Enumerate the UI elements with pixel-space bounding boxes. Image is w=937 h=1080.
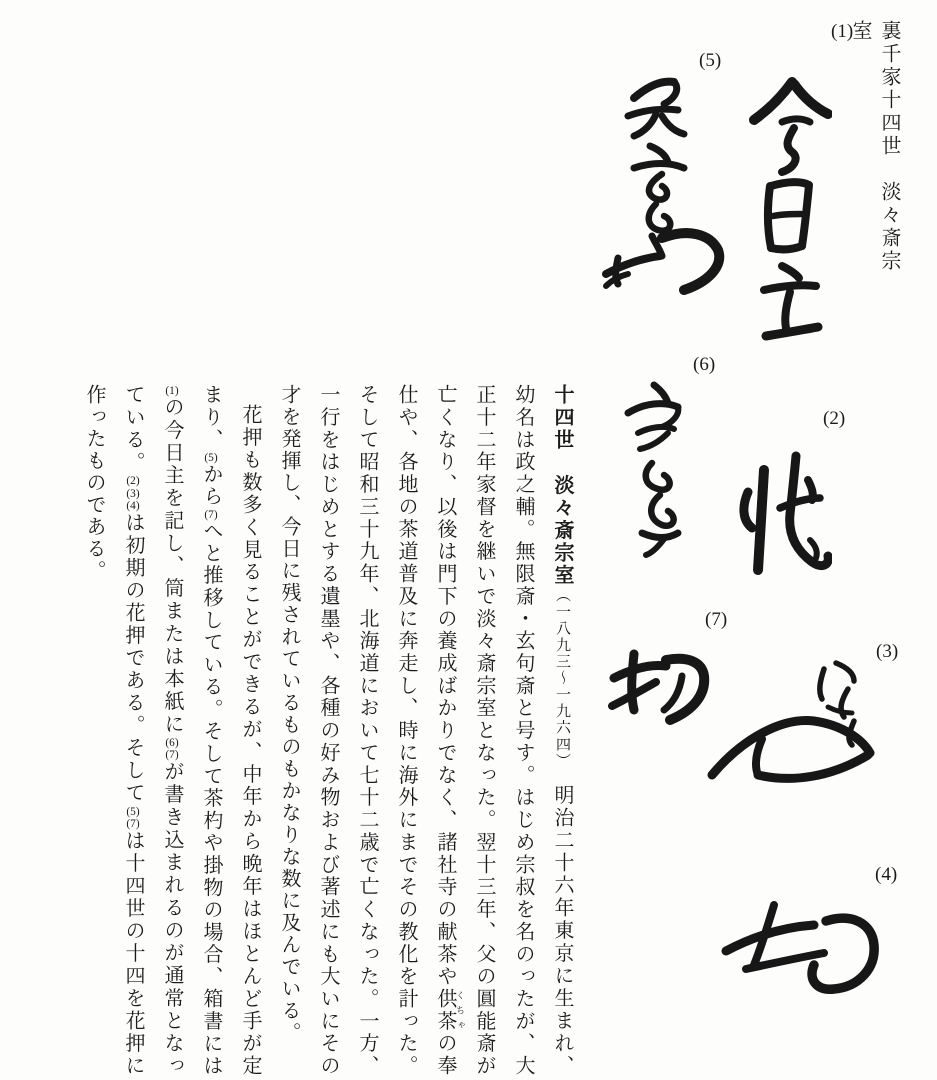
text-segment: (7) xyxy=(126,817,140,830)
kao-4-calligraphy xyxy=(720,891,884,1009)
text-segment: から xyxy=(200,463,222,508)
text-segment: (7) xyxy=(204,507,218,520)
text-segment: の今日主を記し、筒または本紙に xyxy=(161,396,183,736)
article-paragraph xyxy=(74,384,269,1077)
text-segment: (4) xyxy=(126,499,140,512)
kao-1-calligraphy xyxy=(746,76,832,342)
page-title: 裏千家十四世 淡々斎宗室 xyxy=(849,20,900,273)
text-segment: が書き込まれるのが通常となっている。 xyxy=(122,384,183,1077)
text-segment: (2) xyxy=(126,474,140,487)
text-segment: は十四世の十四を花押に作ったものである。 xyxy=(83,384,144,1077)
figure-label-7: (7) xyxy=(705,609,728,630)
text-segment: (5) xyxy=(126,804,140,817)
figure-label-1: (1) xyxy=(831,21,854,42)
text-segment: 十四世 淡々斎宗室 xyxy=(551,384,573,588)
kao-7-calligraphy xyxy=(606,648,710,728)
figure-label-5: (5) xyxy=(699,50,722,71)
figure-label-3: (3) xyxy=(876,641,899,662)
article-text xyxy=(33,384,581,1077)
text-segment: (6) xyxy=(165,735,179,748)
text-segment: （一八九三〜一九六四） xyxy=(554,587,570,762)
text-segment: 供茶 くちゃ xyxy=(434,987,465,1033)
text-segment: (3) xyxy=(126,486,140,499)
article-paragraph xyxy=(269,384,581,1077)
text-segment: (7) xyxy=(165,748,179,761)
kao-3-calligraphy xyxy=(704,653,876,815)
figure-label-4: (4) xyxy=(875,864,898,885)
figure-label-6: (6) xyxy=(693,354,716,375)
kao-2-calligraphy xyxy=(720,438,832,602)
text-segment: へと推移している。そして茶杓や掛物の場合、箱書には xyxy=(200,520,222,1077)
text-segment: 花押も数多く見ることができるが、中年から晩年はほとんど手が定まり、 xyxy=(200,384,261,1077)
text-segment: 明治二十六年東京に生まれ、幼名は政之輔。無限斎・玄句斎と号す。はじめ宗叔を名のったが、大正十二年家督を継いで淡々斎宗室となった。翌十三年、父の圓能斎が亡くなり、以後は門下の養成ばかりでなく、諸社寺の献茶や xyxy=(434,384,573,1078)
text-segment: (1) xyxy=(165,384,179,396)
kao-6-calligraphy xyxy=(616,381,688,561)
text-segment: (5) xyxy=(204,450,218,463)
kao-5-calligraphy xyxy=(600,74,726,296)
text-segment: の奉仕や、各地の茶道普及に奔走し、時に海外にまでその教化を計った。そして昭和三十九年、北海道において七十二歳で亡くなった。一方、一行をはじめとする遺墨や、各種の好み物および著述にも大いにその才を発揮し、今日に残されているものもかなりな数に及んでいる。 xyxy=(278,384,456,1078)
text-segment: は初期の花押である。そして xyxy=(122,511,144,805)
figure-label-2: (2) xyxy=(823,408,846,429)
